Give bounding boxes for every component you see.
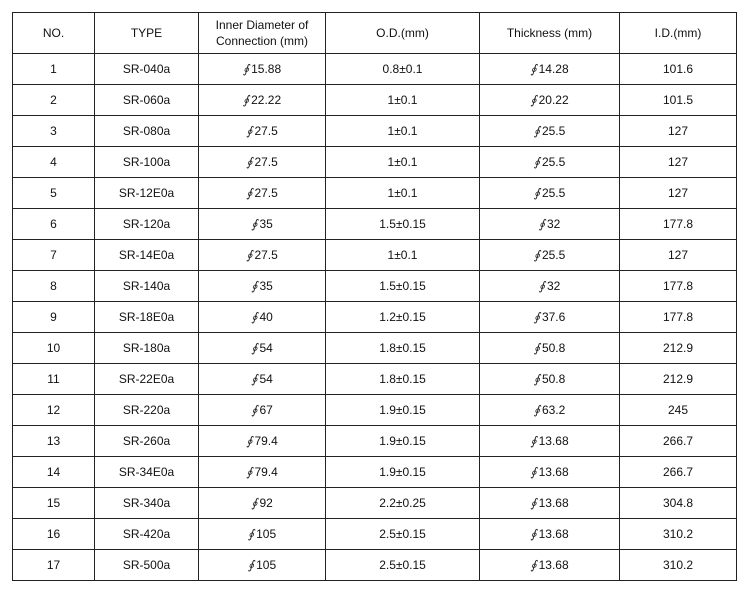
diameter-symbol-icon: ∮ [530, 558, 537, 572]
diameter-symbol-icon: ∮ [246, 465, 253, 479]
diameter-symbol-icon: ∮ [251, 372, 258, 386]
table-row [13, 54, 737, 85]
cell-type [95, 333, 199, 364]
cell-id [620, 209, 737, 240]
cell-inner-diameter-value: 92 [259, 496, 273, 510]
diameter-symbol-icon: ∮ [533, 186, 540, 200]
cell-od [326, 550, 480, 581]
cell-type [95, 85, 199, 116]
cell-od-value: 1.5±0.15 [379, 217, 426, 231]
cell-no [13, 271, 95, 302]
cell-od [326, 302, 480, 333]
cell-id-value: 266.7 [662, 434, 694, 448]
table-row [13, 209, 737, 240]
cell-no [13, 395, 95, 426]
cell-thickness-value: 25.5 [541, 248, 566, 262]
cell-od [326, 209, 480, 240]
cell-thickness [480, 302, 620, 333]
cell-type [95, 395, 199, 426]
cell-inner-diameter-value: 22.22 [251, 93, 282, 107]
header-no: NO. [13, 13, 95, 54]
diameter-symbol-icon: ∮ [242, 62, 250, 76]
cell-thickness [480, 240, 620, 271]
cell-id-value: 177.8 [662, 279, 694, 293]
cell-thickness [480, 364, 620, 395]
cell-id [620, 85, 737, 116]
cell-inner-diameter [199, 271, 326, 302]
cell-no-value: 6 [50, 217, 57, 231]
cell-type-value: SR-12E0a [118, 186, 175, 200]
cell-od [326, 116, 480, 147]
diameter-symbol-icon: ∮ [538, 217, 545, 231]
cell-id-value: 310.2 [662, 558, 694, 572]
diameter-symbol-icon: ∮ [530, 465, 537, 479]
cell-type-value: SR-040a [122, 62, 171, 76]
cell-thickness-value: 37.6 [541, 310, 566, 324]
diameter-symbol-icon: ∮ [533, 403, 540, 417]
cell-id-value: 245 [667, 403, 689, 417]
table-row [13, 488, 737, 519]
cell-thickness [480, 85, 620, 116]
cell-type-value: SR-18E0a [118, 310, 175, 324]
cell-inner-diameter-value: 54 [259, 341, 273, 355]
cell-inner-diameter-value: 27.5 [254, 155, 278, 169]
cell-type-value: SR-120a [122, 217, 171, 231]
cell-inner-diameter [199, 364, 326, 395]
cell-type [95, 54, 199, 85]
cell-od-value: 1.9±0.15 [379, 434, 426, 448]
cell-no [13, 550, 95, 581]
table-row [13, 550, 737, 581]
cell-id-value: 127 [667, 124, 689, 138]
cell-type [95, 457, 199, 488]
cell-no-value: 9 [50, 310, 57, 324]
cell-od [326, 519, 480, 550]
cell-id-value: 127 [667, 186, 689, 200]
cell-type-value: SR-420a [122, 527, 171, 541]
cell-inner-diameter [199, 116, 326, 147]
cell-type-value: SR-060a [122, 93, 171, 107]
diameter-symbol-icon: ∮ [533, 372, 540, 386]
specification-table [12, 12, 737, 581]
cell-thickness-value: 20.22 [538, 93, 569, 107]
cell-id-value: 310.2 [662, 527, 694, 541]
cell-no [13, 116, 95, 147]
cell-no [13, 85, 95, 116]
cell-inner-diameter-value: 105 [256, 558, 277, 572]
cell-inner-diameter [199, 333, 326, 364]
cell-no-value: 13 [46, 434, 61, 448]
cell-type [95, 519, 199, 550]
diameter-symbol-icon: ∮ [533, 155, 540, 169]
cell-no [13, 147, 95, 178]
cell-type-value: SR-500a [122, 558, 171, 572]
cell-id [620, 302, 737, 333]
diameter-symbol-icon: ∮ [246, 248, 253, 262]
cell-od-value: 1±0.1 [387, 155, 418, 169]
cell-no-value: 1 [50, 62, 57, 76]
cell-no [13, 302, 95, 333]
cell-no [13, 333, 95, 364]
diameter-symbol-icon: ∮ [246, 124, 253, 138]
cell-no-value: 16 [46, 527, 61, 541]
cell-od-value: 1.9±0.15 [379, 403, 426, 417]
diameter-symbol-icon: ∮ [533, 341, 540, 355]
diameter-symbol-icon: ∮ [538, 279, 545, 293]
diameter-symbol-icon: ∮ [246, 155, 253, 169]
cell-thickness-value: 63.2 [541, 403, 566, 417]
cell-thickness-value: 50.8 [541, 341, 566, 355]
table-row [13, 426, 737, 457]
cell-id [620, 240, 737, 271]
cell-od [326, 364, 480, 395]
cell-id [620, 116, 737, 147]
cell-id-value: 127 [667, 155, 689, 169]
cell-inner-diameter [199, 488, 326, 519]
cell-thickness [480, 395, 620, 426]
cell-type [95, 426, 199, 457]
cell-thickness [480, 426, 620, 457]
table-row [13, 240, 737, 271]
cell-no-value: 5 [50, 186, 57, 200]
diameter-symbol-icon: ∮ [251, 217, 258, 231]
cell-thickness [480, 488, 620, 519]
cell-od-value: 2.5±0.15 [379, 527, 426, 541]
cell-id-value: 101.5 [662, 93, 694, 107]
cell-od [326, 333, 480, 364]
cell-type-value: SR-180a [122, 341, 171, 355]
header-inner-diameter: Inner Diameter of Connection (mm) [199, 13, 326, 54]
cell-id-value: 304.8 [662, 496, 694, 510]
cell-no-value: 3 [50, 124, 57, 138]
cell-inner-diameter-value: 105 [256, 527, 277, 541]
cell-id [620, 54, 737, 85]
cell-inner-diameter [199, 178, 326, 209]
cell-od [326, 271, 480, 302]
cell-od [326, 395, 480, 426]
diameter-symbol-icon: ∮ [530, 527, 537, 541]
cell-thickness [480, 209, 620, 240]
cell-inner-diameter [199, 85, 326, 116]
cell-type [95, 147, 199, 178]
cell-type-value: SR-260a [122, 434, 171, 448]
cell-inner-diameter-value: 27.5 [254, 124, 278, 138]
cell-thickness-value: 25.5 [541, 186, 566, 200]
cell-thickness-value: 25.5 [541, 124, 566, 138]
cell-id [620, 519, 737, 550]
cell-thickness [480, 147, 620, 178]
table-row [13, 457, 737, 488]
cell-id-value: 266.7 [662, 465, 694, 479]
cell-thickness [480, 550, 620, 581]
cell-od [326, 178, 480, 209]
cell-od [326, 240, 480, 271]
cell-thickness-value: 50.8 [541, 372, 566, 386]
diameter-symbol-icon: ∮ [530, 496, 537, 510]
cell-inner-diameter-value: 40 [259, 310, 273, 324]
diameter-symbol-icon: ∮ [251, 310, 258, 324]
diameter-symbol-icon: ∮ [251, 496, 258, 510]
cell-no [13, 519, 95, 550]
cell-id-value: 177.8 [662, 310, 694, 324]
diameter-symbol-icon: ∮ [533, 124, 540, 138]
cell-inner-diameter-value: 35 [259, 279, 273, 293]
cell-id-value: 101.6 [662, 62, 694, 76]
table-row [13, 147, 737, 178]
cell-id [620, 395, 737, 426]
cell-type-value: SR-140a [122, 279, 171, 293]
table-body [13, 54, 737, 581]
diameter-symbol-icon: ∮ [246, 186, 253, 200]
cell-no [13, 426, 95, 457]
table-row [13, 85, 737, 116]
cell-thickness [480, 271, 620, 302]
cell-inner-diameter [199, 457, 326, 488]
cell-od-value: 1.9±0.15 [379, 465, 426, 479]
header-row [13, 13, 737, 54]
cell-thickness-value: 14.28 [538, 62, 569, 76]
cell-type [95, 209, 199, 240]
cell-type-value: SR-080a [122, 124, 171, 138]
cell-thickness [480, 178, 620, 209]
diameter-symbol-icon: ∮ [247, 527, 255, 541]
cell-id [620, 457, 737, 488]
cell-type [95, 271, 199, 302]
diameter-symbol-icon: ∮ [530, 62, 537, 76]
cell-no-value: 7 [50, 248, 57, 262]
diameter-symbol-icon: ∮ [533, 248, 540, 262]
cell-thickness-value: 13.68 [538, 558, 569, 572]
table-row [13, 271, 737, 302]
cell-id [620, 550, 737, 581]
diameter-symbol-icon: ∮ [247, 558, 255, 572]
cell-thickness [480, 54, 620, 85]
cell-type [95, 302, 199, 333]
table-row [13, 519, 737, 550]
cell-inner-diameter [199, 550, 326, 581]
diameter-symbol-icon: ∮ [251, 341, 258, 355]
cell-type [95, 240, 199, 271]
cell-type [95, 178, 199, 209]
cell-thickness-value: 13.68 [538, 434, 569, 448]
cell-inner-diameter [199, 519, 326, 550]
cell-id-value: 177.8 [662, 217, 694, 231]
cell-od-value: 1.2±0.15 [379, 310, 426, 324]
cell-id-value: 127 [667, 248, 689, 262]
cell-no [13, 457, 95, 488]
cell-od-value: 1±0.1 [387, 93, 418, 107]
cell-id [620, 147, 737, 178]
table-row [13, 333, 737, 364]
cell-od-value: 1±0.1 [387, 186, 418, 200]
cell-type-value: SR-14E0a [118, 248, 175, 262]
cell-no-value: 15 [46, 496, 61, 510]
cell-no [13, 488, 95, 519]
cell-od-value: 2.2±0.25 [379, 496, 426, 510]
cell-od-value: 1.8±0.15 [379, 341, 426, 355]
cell-no [13, 209, 95, 240]
diameter-symbol-icon: ∮ [530, 93, 537, 107]
cell-no-value: 14 [46, 465, 61, 479]
header-od: O.D.(mm) [326, 13, 480, 54]
cell-no-value: 11 [47, 372, 60, 386]
cell-od [326, 457, 480, 488]
cell-inner-diameter [199, 302, 326, 333]
cell-id [620, 333, 737, 364]
cell-id [620, 426, 737, 457]
cell-od [326, 147, 480, 178]
cell-no-value: 8 [50, 279, 57, 293]
cell-inner-diameter-value: 35 [259, 217, 273, 231]
cell-type [95, 116, 199, 147]
cell-no-value: 10 [46, 341, 61, 355]
header-type: TYPE [95, 13, 199, 54]
cell-type-value: SR-22E0a [118, 372, 175, 386]
diameter-symbol-icon: ∮ [533, 310, 540, 324]
cell-id [620, 178, 737, 209]
cell-inner-diameter-value: 54 [259, 372, 273, 386]
cell-type-value: SR-34E0a [118, 465, 175, 479]
cell-thickness [480, 519, 620, 550]
cell-no [13, 240, 95, 271]
table-row [13, 395, 737, 426]
cell-inner-diameter [199, 426, 326, 457]
cell-inner-diameter-value: 27.5 [254, 248, 278, 262]
cell-no-value: 12 [46, 403, 61, 417]
cell-inner-diameter [199, 147, 326, 178]
table-row [13, 178, 737, 209]
cell-thickness-value: 13.68 [538, 527, 569, 541]
cell-od-value: 1.8±0.15 [379, 372, 426, 386]
cell-thickness-value: 13.68 [538, 465, 569, 479]
diameter-symbol-icon: ∮ [530, 434, 537, 448]
cell-type-value: SR-340a [122, 496, 171, 510]
cell-od-value: 2.5±0.15 [379, 558, 426, 572]
cell-id [620, 364, 737, 395]
cell-od [326, 488, 480, 519]
cell-thickness [480, 116, 620, 147]
cell-inner-diameter-value: 15.88 [251, 62, 282, 76]
cell-thickness-value: 32 [546, 217, 561, 231]
cell-inner-diameter-value: 67 [259, 403, 273, 417]
cell-id [620, 271, 737, 302]
cell-type [95, 364, 199, 395]
cell-type [95, 488, 199, 519]
cell-inner-diameter [199, 209, 326, 240]
cell-thickness-value: 32 [546, 279, 561, 293]
cell-no-value: 2 [50, 93, 57, 107]
cell-thickness [480, 457, 620, 488]
table-row [13, 364, 737, 395]
diameter-symbol-icon: ∮ [251, 279, 258, 293]
diameter-symbol-icon: ∮ [242, 93, 250, 107]
cell-od-value: 1±0.1 [387, 124, 418, 138]
cell-inner-diameter-value: 27.5 [254, 186, 278, 200]
header-id: I.D.(mm) [620, 13, 737, 54]
cell-od-value: 1±0.1 [387, 248, 418, 262]
cell-inner-diameter [199, 240, 326, 271]
cell-id-value: 212.9 [662, 341, 694, 355]
cell-thickness-value: 13.68 [538, 496, 569, 510]
cell-no [13, 54, 95, 85]
cell-inner-diameter-value: 79.4 [254, 434, 278, 448]
cell-type [95, 550, 199, 581]
diameter-symbol-icon: ∮ [251, 403, 258, 417]
cell-no [13, 364, 95, 395]
cell-inner-diameter [199, 395, 326, 426]
diameter-symbol-icon: ∮ [246, 434, 253, 448]
cell-no-value: 4 [50, 155, 57, 169]
table-header [13, 13, 737, 54]
cell-type-value: SR-220a [122, 403, 171, 417]
cell-id-value: 212.9 [662, 372, 694, 386]
cell-type-value: SR-100a [122, 155, 171, 169]
cell-od [326, 85, 480, 116]
cell-id [620, 488, 737, 519]
cell-od [326, 426, 480, 457]
cell-thickness [480, 333, 620, 364]
cell-no [13, 178, 95, 209]
cell-thickness-value: 25.5 [541, 155, 566, 169]
header-thickness: Thickness (mm) [480, 13, 620, 54]
table-row [13, 116, 737, 147]
table-row [13, 302, 737, 333]
cell-od [326, 54, 480, 85]
cell-inner-diameter-value: 79.4 [254, 465, 278, 479]
cell-inner-diameter [199, 54, 326, 85]
cell-no-value: 17 [46, 558, 61, 572]
cell-od-value: 0.8±0.1 [382, 62, 423, 76]
cell-od-value: 1.5±0.15 [379, 279, 426, 293]
